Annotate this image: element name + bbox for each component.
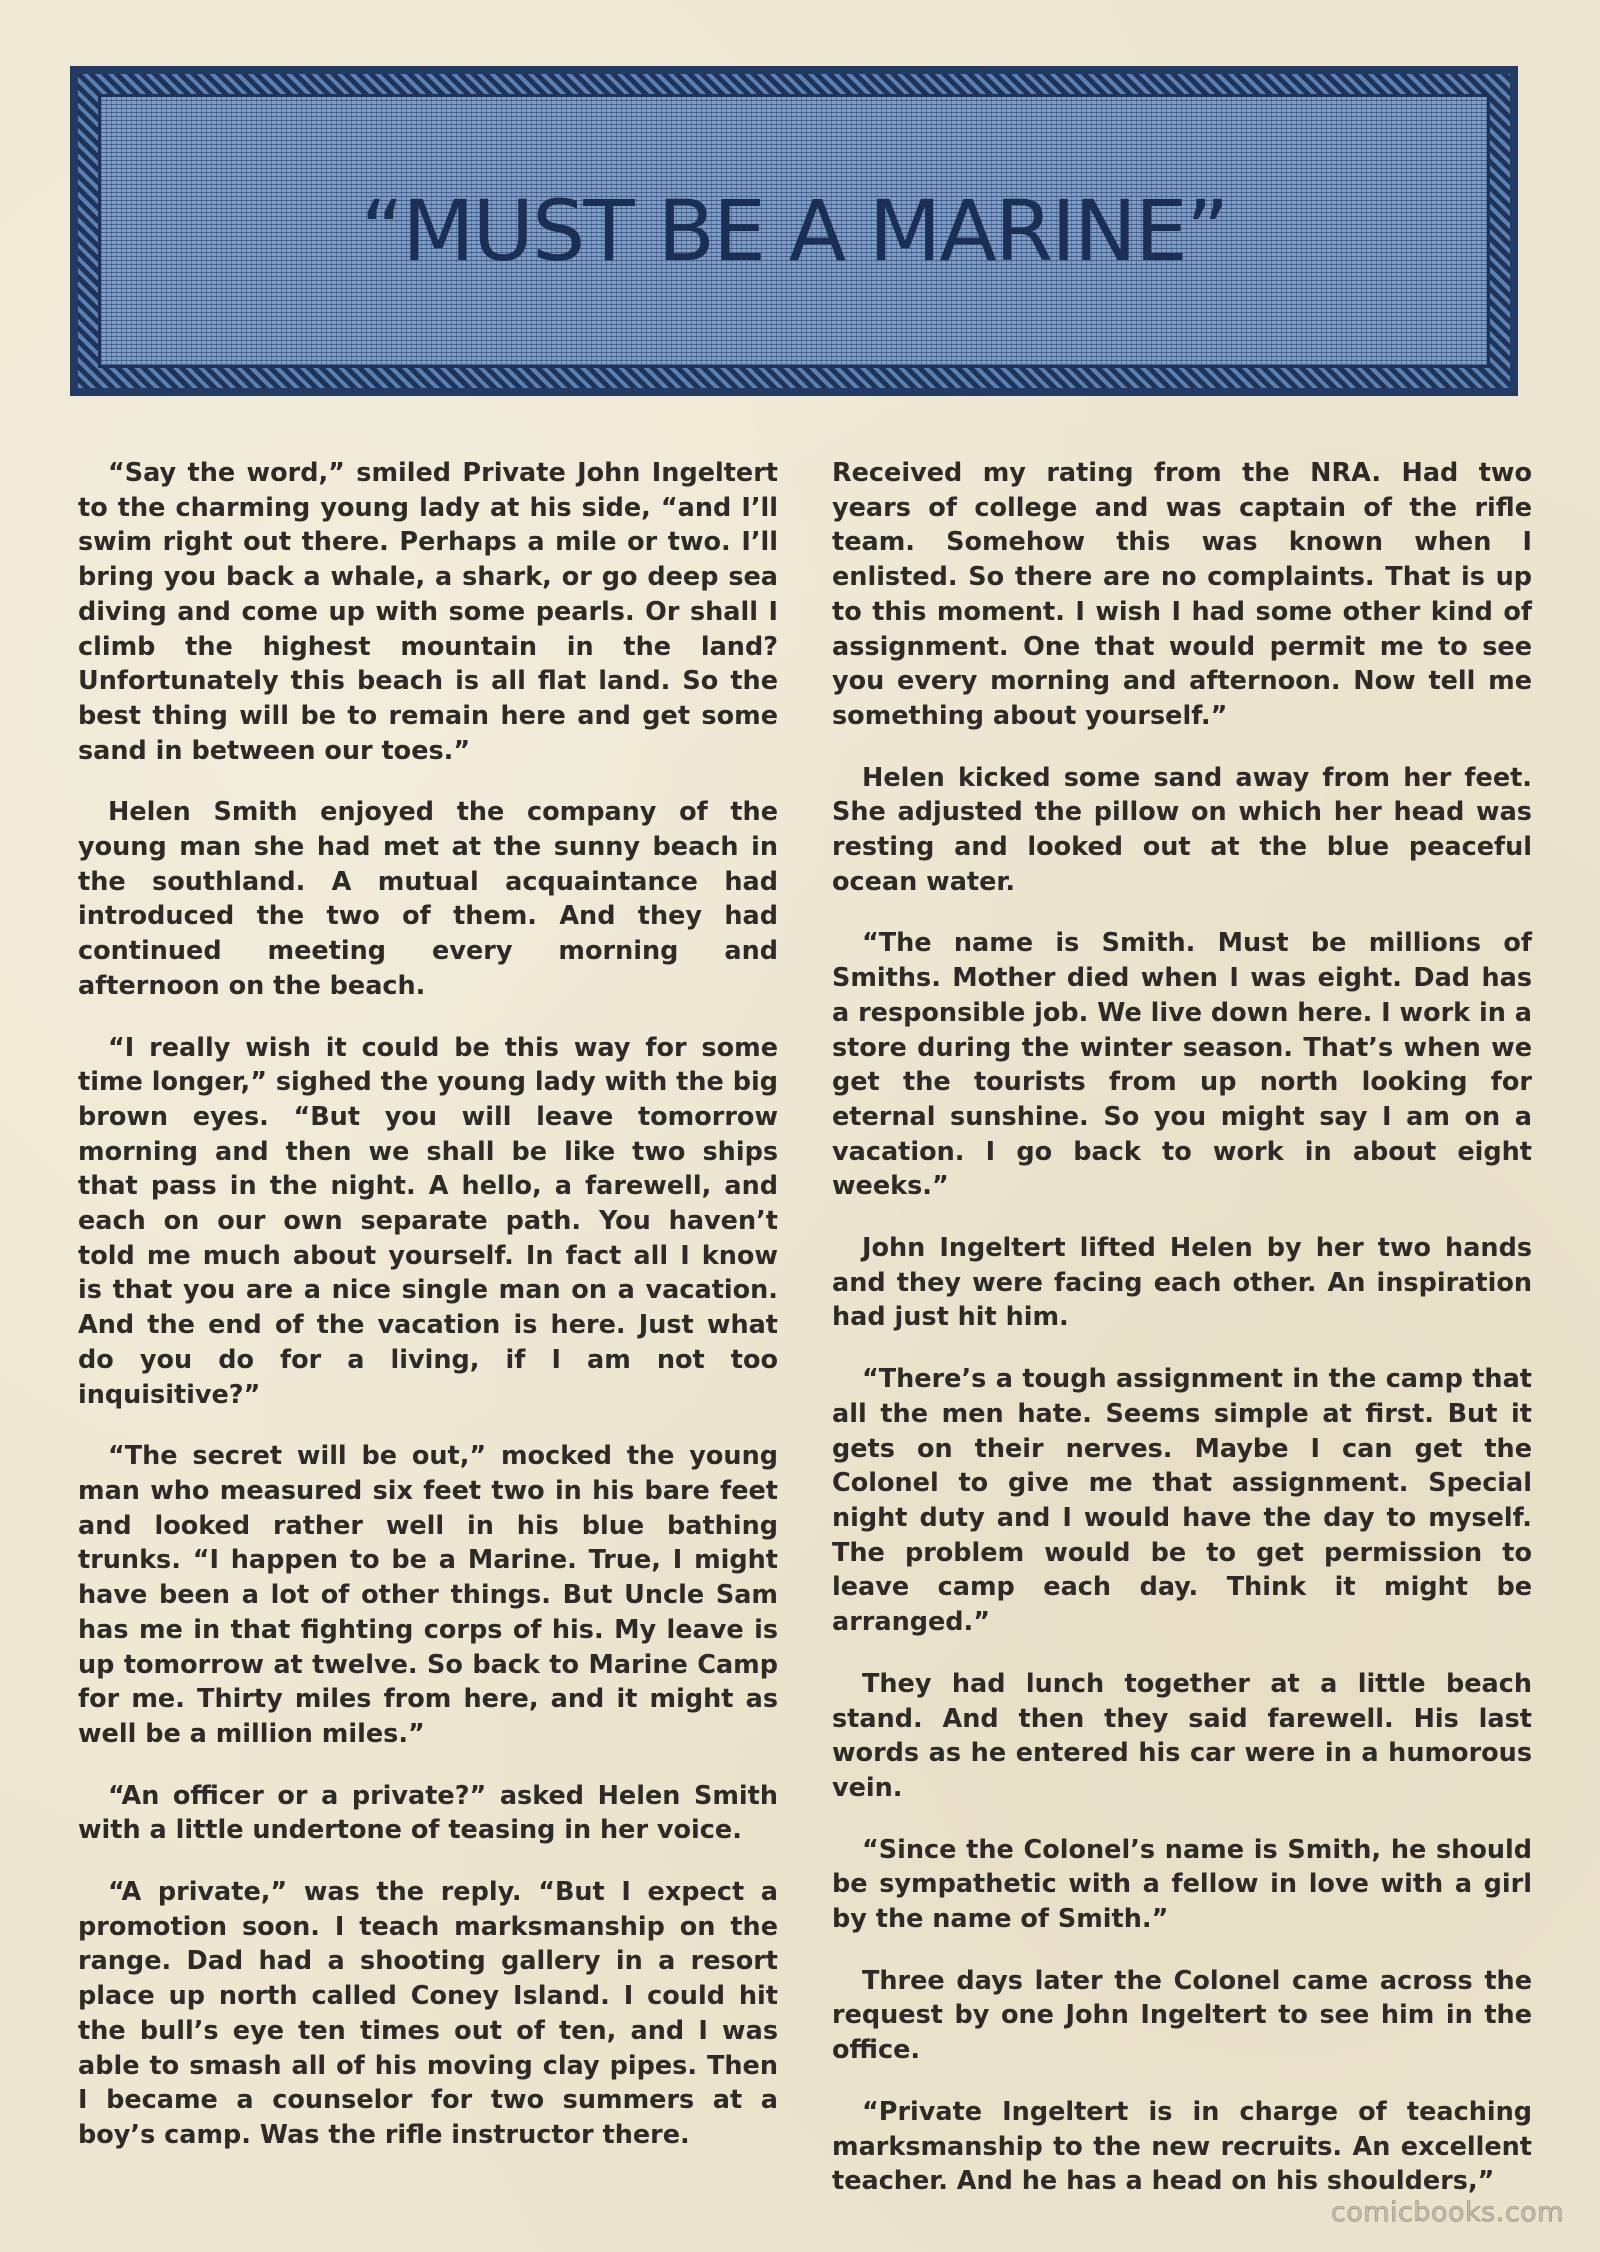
paragraph: They had lunch together at a little beach stand. And then they said farewell. His last words as he entered his car were in a humorous vein. <box>832 1668 1532 1803</box>
paragraph: “There’s a tough assignment in the camp that all the men hate. Seems simple at first. But it gets on their nerves. Maybe I can get the Colonel to give me that assignment. Special night duty and I would have the day to myself. The problem would be to get permission to leave camp each day. Think it might be arranged.” <box>832 1364 1532 1638</box>
paragraph: “A private,” was the reply. “But I expect a promotion soon. I teach marksmanship on the range. Dad had a shooting gallery in a resort place up north called Coney Island. I could hit the bull’s eye ten times out of ten, and I was able to smash all of his moving clay pipes. Then I became a counselor for two summers at a boy’s camp. Was the rifle instructor there. <box>78 1877 778 2150</box>
left-column <box>78 456 778 2180</box>
banner-panel <box>98 94 1490 368</box>
paragraph: “The name is Smith. Must be millions of Smiths. Mother died when I was eight. Dad has a responsible job. We live down here. I work in a store during the winter season. That’s when we get the tourists from up north looking for eternal sunshine. So you might say I am on a vacation. I go back to work in about eight weeks.” <box>832 928 1532 1202</box>
paragraph: “An officer or a private?” asked Helen Smith with a little undertone of teasing in her voice. <box>78 1780 778 1846</box>
paragraph: “Private Ingeltert is in charge of teaching marksmanship to the new recruits. An excellent teacher. And he has a head on his shoulders,” <box>832 2096 1532 2197</box>
paragraph: Received my rating from the NRA. Had two years of college and was captain of the rifle team. Somehow this was known when I enlisted. So there are no complaints. That is up to this moment. I wish I had some other kind of assignment. One that would permit me to see you every morning and afternoon. Now tell me something about yourself.” <box>832 458 1532 731</box>
watermark: comicbooks.com <box>1330 2197 1564 2228</box>
paragraph: “The secret will be out,” mocked the young man who measured six feet two in his bare feet and looked rather well in his blue bathing trunks. “I happen to be a Marine. True, I might have been a lot of other things. But Uncle Sam has me in that fighting corps of his. My leave is up tomorrow at twelve. So back to Marine Camp for me. Thirty miles from here, and it might as well be a million miles.” <box>78 1441 778 1749</box>
paragraph: “Since the Colonel’s name is Smith, he should be sympathetic with a fellow in love with a girl by the name of Smith.” <box>832 1834 1532 1935</box>
story-title: “MUST BE A MARINE” <box>360 182 1228 280</box>
paragraph: “I really wish it could be this way for some time longer,” sighed the young lady with the big brown eyes. “But you will leave tomorrow morning and then we shall be like two ships that pass in the night. A hello, a farewell, and each on our own separate path. You haven’t told me much about yourself. In fact all I know is that you are a nice single man on a vacation. And the end of the vacation is here. Just what do you do for a living, if I am not too inquisitive?” <box>78 1032 778 1410</box>
title-banner <box>70 66 1518 396</box>
paragraph: “Say the word,” smiled Private John Ingeltert to the charming young lady at his side, “and I’ll swim right out there. Perhaps a mile or two. I’ll bring you back a whale, a shark, or go deep sea diving and come up with some pearls. Or shall I climb the highest mountain in the land? Unfortunately this beach is all flat land. So the best thing will be to remain here and get some sand in between our toes.” <box>78 458 778 766</box>
paragraph: John Ingeltert lifted Helen by her two hands and they were facing each other. An inspiration had just hit him. <box>832 1233 1532 1333</box>
right-column <box>832 456 1532 2226</box>
paragraph: Helen kicked some sand away from her feet. She adjusted the pillow on which her head was resting and looked out at the blue peaceful ocean water. <box>832 762 1532 897</box>
paragraph: Helen Smith enjoyed the company of the young man she had met at the sunny beach in the southland. A mutual acquaintance had introduced the two of them. And they had continued meeting every morning and afternoon on the beach. <box>78 797 778 1001</box>
paragraph: Three days later the Colonel came across the request by one John Ingeltert to see him in the office. <box>832 1965 1532 2066</box>
